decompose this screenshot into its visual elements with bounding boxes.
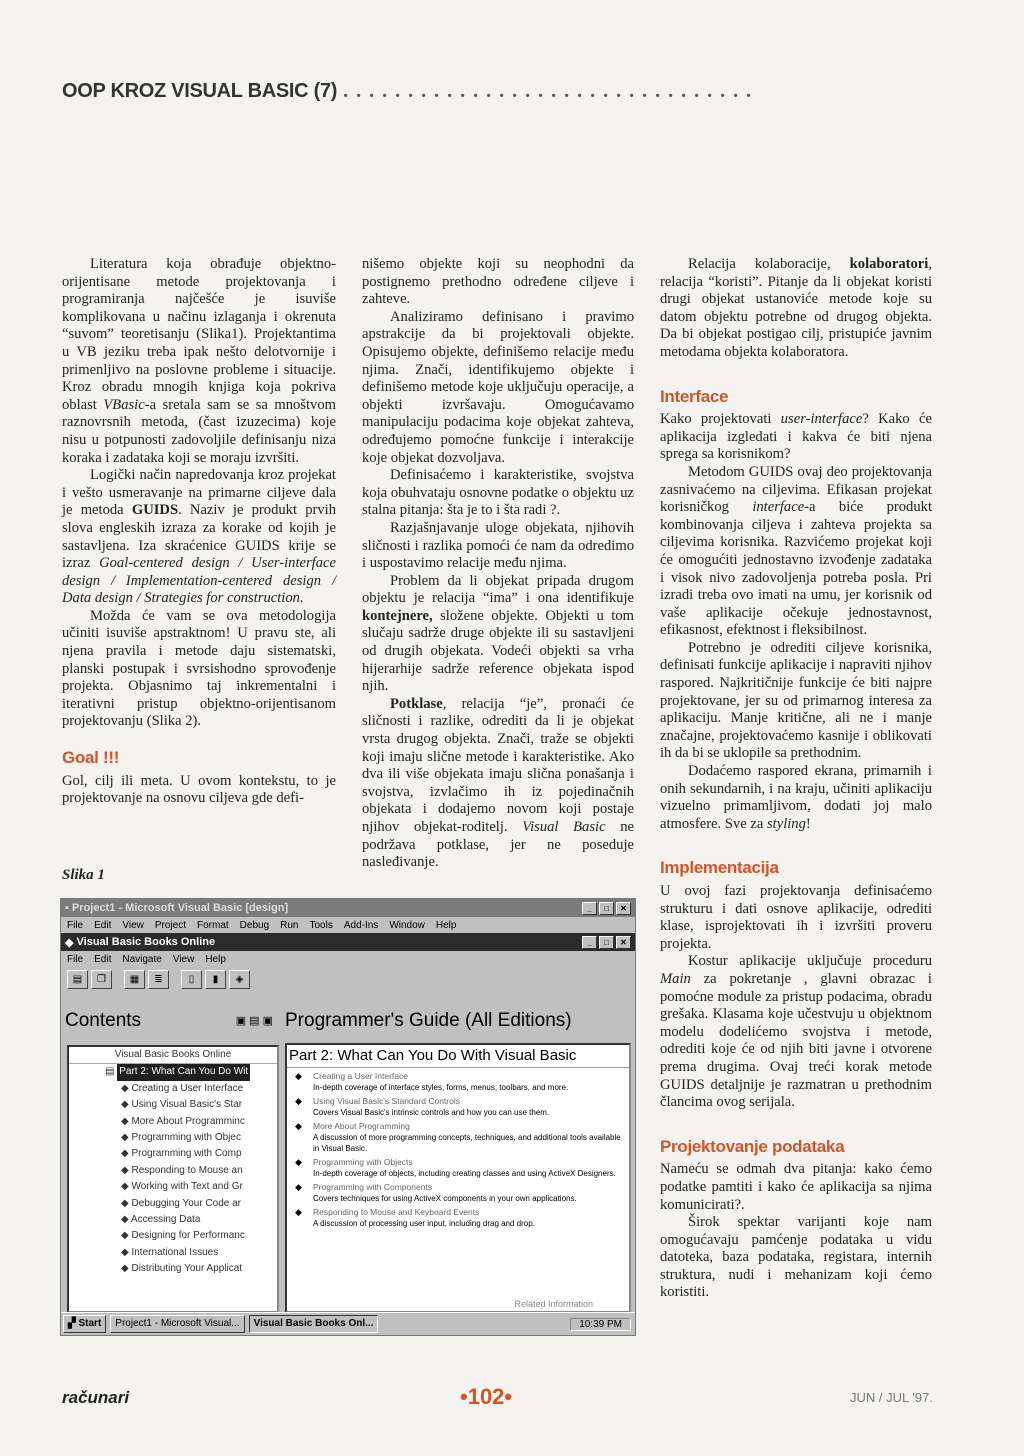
topic-entry[interactable]: [287, 1207, 629, 1229]
contents-tree[interactable]: [67, 1045, 279, 1313]
paragraph: Dodaćemo raspored ekrana, primarnih i onih sekundarnih, i na kraju, učiniti aplikaciju vizuelno primamljivom, dodati joj malo atmosfere. Sve za styling!: [660, 763, 932, 832]
section-heading-goal: Goal !!!: [62, 748, 120, 768]
topic-link[interactable]: Programming with Objects: [313, 1157, 413, 1167]
tree-item[interactable]: ◆ Using Visual Basic's Star: [121, 1099, 243, 1111]
menu-item[interactable]: Debug: [239, 919, 270, 931]
column-1: [62, 256, 336, 808]
paragraph: Relacija kolaboracije, kolaboratori, relacija “koristi”. Pitanje da li objekat koristi drugi objekat ustanoviće metode koje su datom objektu potrebne od drugog objekta. Da bi objekat postigao cilj, pristupiće javnim metodama objekta kolaboratora.: [660, 256, 932, 360]
header-dots: ................................: [343, 80, 760, 102]
paragraph: Logički način napredovanja kroz projekat i vešto usmeravanje na primarne ciljeve dala je metoda GUIDS. Naziv je produkt prvih slova engleskih izraza za korake od kojih je sastavljena. Iza skraćenice GUIDS krije se izraz Goal-centered design / User-interface design / Implementation-centered design / Data design / Strategies for construction.: [62, 467, 336, 607]
minimize-icon[interactable]: _: [582, 936, 597, 949]
topic-icon: ◆: [295, 1096, 302, 1106]
menu-item[interactable]: Window: [389, 919, 425, 931]
part-title: Part 2: What Can You Do With Visual Basic: [287, 1045, 629, 1068]
paragraph: Definisaćemo i karakteristike, svojstva koja obuhvataju osnovne podatke o objektu uz stalna pitanja: šta je to i šta radi ?.: [362, 467, 634, 519]
page-header: [62, 80, 962, 110]
topic-description: A discussion of more programming concepts, techniques, and additional tools available in Visual Basic.: [313, 1133, 621, 1153]
topic-icon: ◆: [121, 1164, 132, 1176]
menu-item[interactable]: Format: [196, 919, 229, 931]
menu-item[interactable]: Edit: [94, 919, 112, 931]
topic-description: A discussion of processing user input, including drag and drop.: [313, 1219, 535, 1228]
menu-item[interactable]: File: [67, 953, 84, 965]
paragraph: Potklase, relacija “je”, pronaći će sličnosti i razlike, odrediti da li je objekat vrsta drugog objekta. Znači, traže se objekti koji imaju slične metode i karakteristike. Ako dva ili više objekata imaju slična ponašanja i svojstva, izvlačimo ih iz pojedinačnih objekata i dodajemo novom koji postaje njihov objekat-roditelj. Visual Basic ne podržava potklase, jer ne poseduje nasleđivanje.: [362, 695, 634, 871]
open-book-icon: ▤: [105, 1066, 118, 1078]
issue-date: JUN / JUL '97.: [850, 1390, 933, 1405]
topic-icon: ◆: [295, 1207, 302, 1217]
paragraph: Nameću se odmah dva pitanja: kako ćemo podatke pamtiti i kako će aplikacija sa njima komunicirati?.: [660, 1161, 932, 1213]
topic-pane: [285, 1007, 631, 1313]
tree-item[interactable]: ◆ Designing for Performanc: [121, 1230, 245, 1242]
figure-caption: Slika 1: [62, 867, 105, 883]
topic-icon: ◆: [121, 1131, 132, 1143]
inner-menubar: [61, 951, 635, 967]
related-information[interactable]: Related Information: [514, 1299, 593, 1309]
paragraph: Kako projektovati user-interface? Kako će aplikacija izgledati i kakva će biti njena sprega sa korisnikom?: [660, 411, 932, 463]
paragraph: Metodom GUIDS ovaj deo projektovanja zasnivaćemo na ciljevima. Efikasan projekat korisničkog interface-a biće produkt kombinovanja ciljeva i zahteva projekta sa ciljevima korisnika. Razvićemo projekat koji će omogućiti jednostavno izvođenje zadataka i visok nivo zadovoljenja potreba posla. Pri izradi treba ovo imati na umu, jer korisnik od vaše aplikacije očekuje jednostavnost, efikasnost, efektnost i fleksibilnost.: [660, 463, 932, 639]
tree-item-selected[interactable]: ▤ Part 2: What Can You Do Wit: [69, 1064, 277, 1080]
search-icon[interactable]: ▣ ▤ ▣: [235, 1015, 273, 1027]
minimize-icon[interactable]: _: [582, 902, 597, 915]
topic-link[interactable]: More About Programming: [313, 1121, 410, 1131]
taskbar-item-project1[interactable]: Project1 - Microsoft Visual...: [110, 1315, 244, 1333]
paragraph: Literatura koja obrađuje objektno-orijentisane metode projektovanja i programiranja najčešće je isuviše komplikovana u načinu izlaganja i okrenuta “suvom” teoretisanju (Slika1). Projektantima u VB jeziku treba ipak nešto delotvornije i primenljivo na poslovne probleme i situacije. Kroz obradu mnogih knjiga koja pokriva oblast VBasic-a sretala sam se sa mnoštvom raznovrsnih metoda, (čast izuzecima) koje nisu u potpunosti zadovoljile definisanju niza koraka i zadataka koji se moraju izvršiti.: [62, 256, 336, 466]
topic-icon: ◆: [295, 1157, 302, 1167]
topic-description: Covers Visual Basic's intrinsic controls and how you can use them.: [313, 1108, 550, 1117]
paragraph: Kostur aplikacije uključuje proceduru Main za pokretanje , glavni obrazac i pomoćne module za pristup podacima, obradu grešaka. Klasama koje učestvuju u objektnom modelu dodelićemo svojstva i metode, odrediti koje će od njih biti javne i otvorene prema drugima. Ovaj treći korak metode GUIDS detaljnije je razmatran u prethodnim člancima ovog serijala.: [660, 953, 932, 1111]
menu-item[interactable]: Help: [205, 953, 226, 965]
copy-icon[interactable]: ❐: [91, 970, 112, 989]
paragraph: Gol, cilj ili meta. U ovom kontekstu, to je projektovanje na osnovu ciljeva gde defi-: [62, 772, 336, 807]
topic-icon: ◆: [121, 1148, 132, 1160]
topic-icon: ◆: [121, 1115, 132, 1127]
menu-item[interactable]: File: [67, 919, 84, 931]
tree-item[interactable]: ◆ Responding to Mouse an: [121, 1164, 243, 1176]
topic-link[interactable]: Creating a User Interface: [313, 1071, 408, 1081]
maximize-icon[interactable]: □: [599, 936, 614, 949]
paragraph: Problem da li objekat pripada drugom objektu je relacija “ima” i ona identifikuje kontejnere, složene objekte. Objekti u tom slučaju sadrže druge objekte ili su sastavljeni od drugih objekata. Vodeći objekti sa vrha hijerarhije sadrže reference objekata ispod njih.: [362, 572, 634, 695]
column-2: [362, 256, 634, 872]
contents-icon[interactable]: ▦: [124, 970, 145, 989]
paragraph: Možda će vam se ova metodologija učiniti isuviše apstraktnom! U pravu ste, ali njena pravila i metode daju sistematski, planski postupak i svrsishodno sprovođenje projekta. Objasnimo taj inkrementalni i iterativni pristup objektno-orijentisanom projektovanju (Slika 2).: [62, 607, 336, 730]
print-icon[interactable]: ▤: [67, 970, 88, 989]
taskbar-item-books-online[interactable]: Visual Basic Books Onl...: [249, 1315, 379, 1333]
topic-entry[interactable]: [287, 1096, 629, 1118]
windows-icon: ▞: [68, 1318, 76, 1329]
topic-icon: ◆: [121, 1213, 131, 1225]
topic-link[interactable]: Using Visual Basic's Standard Controls: [313, 1096, 460, 1106]
topic-entry[interactable]: [287, 1157, 629, 1179]
book-icon: ◆: [65, 936, 77, 949]
outer-menubar: [61, 917, 635, 933]
tree-item[interactable]: ◆ Programming with Comp: [121, 1148, 242, 1160]
section-heading-implementacija: Implementacija: [660, 858, 779, 878]
topic-link[interactable]: Responding to Mouse and Keyboard Events: [313, 1207, 480, 1217]
topic-description: Covers techniques for using ActiveX components in your own applications.: [313, 1194, 577, 1203]
paragraph: nišemo objekte koji su neophodni da postignemo prethodno određene ciljeve i zahteve.: [362, 256, 634, 308]
column-3: [660, 256, 932, 1302]
taskbar: [61, 1312, 635, 1335]
section-heading-projektovanje-podataka: Projektovanje podataka: [660, 1136, 845, 1156]
page-number: •102•: [460, 1384, 513, 1409]
outer-titlebar: [61, 899, 635, 917]
topic-icon: ◆: [121, 1082, 132, 1094]
tree-item[interactable]: ◆ More About Programminc: [121, 1115, 245, 1127]
tree-item[interactable]: ◆ Debugging Your Code ar: [121, 1197, 241, 1209]
paragraph: Širok spektar varijanti koje nam omogućavaju pamćenje podataka u vidu datoteka, baza podataka, registara, internih struktura, nudi i mehanizam koji ćemo koristiti.: [660, 1214, 932, 1301]
vb-screenshot: [60, 898, 636, 1336]
topic-icon: ◆: [295, 1121, 302, 1131]
taskbar-clock: 10:39 PM: [570, 1318, 631, 1331]
tree-item[interactable]: ◆ Distributing Your Applicat: [121, 1263, 243, 1275]
article-series-title: OOP KROZ VISUAL BASIC (7): [62, 80, 338, 102]
tree-item[interactable]: ◆ Accessing Data: [121, 1213, 201, 1225]
tree-item[interactable]: ◆ Creating a User Interface: [121, 1082, 244, 1094]
menu-item[interactable]: Tools: [309, 919, 333, 931]
inner-titlebar: [61, 933, 635, 951]
outer-window-title: Project1 - Microsoft Visual Basic [design]: [71, 902, 289, 914]
topic-description: In-depth coverage of interface styles, forms, menus, toolbars, and more.: [313, 1083, 569, 1092]
notes-icon[interactable]: ▮: [205, 970, 226, 989]
topic-description: In-depth coverage of objects, including creating classes and using ActiveX Designers.: [313, 1169, 616, 1178]
menu-item[interactable]: Edit: [94, 953, 112, 965]
topic-link[interactable]: Programming with Components: [313, 1182, 433, 1192]
topic-entry[interactable]: [287, 1071, 629, 1093]
navigate-icon[interactable]: ◈: [229, 970, 250, 989]
guide-title: Programmer's Guide (All Editions): [285, 1010, 572, 1031]
books-toolbar: [61, 967, 635, 991]
topic-icon: ◆: [121, 1197, 132, 1209]
inner-window-title: Visual Basic Books Online: [76, 936, 216, 948]
paragraph: Potrebno je odrediti ciljeve korisnika, definisati funkcije aplikacije i napraviti njihov raspored. Najkritičnije funkcije će biti najpre projektovane, jer su od primarnog interesa za aplikaciju. Manje kritične, ali ne i manje značajne, projektovaćemo kasnije i oblikovati ih da bi se uklopile sa prethodnim.: [660, 639, 932, 762]
topic-icon: ◆: [295, 1071, 302, 1081]
menu-item[interactable]: View: [122, 919, 144, 931]
topic-list[interactable]: [285, 1043, 631, 1313]
contents-pane: [65, 1007, 279, 1313]
menu-item[interactable]: Navigate: [122, 953, 162, 965]
topic-icon: ◆: [295, 1182, 302, 1192]
topic-icon: ◆: [121, 1263, 132, 1275]
menu-item[interactable]: Run: [280, 919, 299, 931]
topic-entry[interactable]: [287, 1182, 629, 1204]
list-icon[interactable]: ≣: [148, 970, 169, 989]
menu-item[interactable]: Add-Ins: [343, 919, 379, 931]
section-heading-interface: Interface: [660, 386, 729, 406]
topic-entry[interactable]: [287, 1121, 629, 1154]
page-icon[interactable]: ▯: [181, 970, 202, 989]
topic-icon: ◆: [121, 1230, 132, 1242]
topic-icon: ◆: [121, 1246, 132, 1258]
topic-icon: ◆: [121, 1181, 132, 1193]
paragraph: Analiziramo definisano i pravimo apstrakcije da bi projektovali objekte. Opisujemo objekte, definišemo relacije među njima. Znači, identifikujemo objekte i definišemo metode koje uključuju operacije, a objekti izvršavaju. Omogućavamo manipulaciju podacima koje objekat zahteva, određujemo pomoćne funkcije i interakcije koje objekat dozvoljava.: [362, 308, 634, 466]
paragraph: U ovoj fazi projektovanja definisaćemo strukturu i dati osnove aplikacije, odrediti klase, isprojektovati ih i izvršiti proveru projekta.: [660, 883, 932, 952]
tree-root[interactable]: Visual Basic Books Online: [69, 1047, 277, 1064]
close-icon[interactable]: ✕: [616, 902, 631, 915]
tree-item[interactable]: ◆ International Issues: [121, 1246, 219, 1258]
tree-item[interactable]: ◆ Working with Text and Gr: [121, 1181, 243, 1193]
topic-icon: ◆: [121, 1099, 132, 1111]
books-panes: [65, 1007, 631, 1313]
contents-label: Contents ▣ ▤ ▣: [65, 1007, 279, 1035]
vb-app-icon: ▪: [65, 902, 72, 914]
magazine-name: računari: [62, 1388, 130, 1407]
menu-item[interactable]: View: [172, 953, 195, 965]
paragraph: Razjašnjavanje uloge objekata, njihovih sličnosti i razlika pomoći će nam da odredimo i uspostavimo relacije među njima.: [362, 519, 634, 572]
start-button[interactable]: ▞ Start: [63, 1315, 106, 1333]
close-icon[interactable]: ✕: [616, 936, 631, 949]
menu-item[interactable]: Project: [154, 919, 186, 931]
maximize-icon[interactable]: □: [599, 902, 614, 915]
menu-item[interactable]: Help: [435, 919, 457, 931]
tree-item[interactable]: ◆ Programming with Objec: [121, 1131, 241, 1143]
